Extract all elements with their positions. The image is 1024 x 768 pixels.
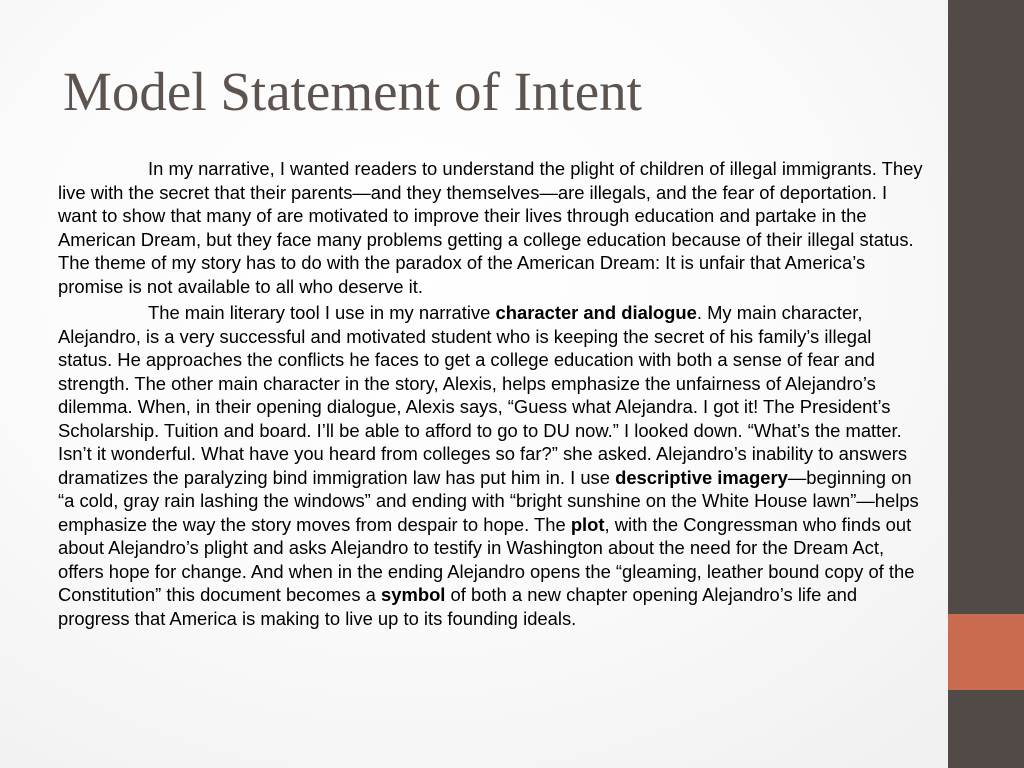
- paragraph-1: [58, 157, 930, 298]
- paragraph-2: [58, 301, 930, 630]
- slide-body: [58, 157, 930, 633]
- slide-title: Model Statement of Intent: [63, 61, 642, 122]
- paragraph-2-part-2: . My main character, Alejandro, is a very successful and motivated student who is keeping the secret of his family’s illegal status. He approaches the conflicts he faces to get a college education with both a sense of fear and strength. The other main character in the story, Alexis, helps emphasize the unfairness of Alejandro’s dilemma. When, in their opening dialogue, Alexis says, “Guess what Alejandra. I got it! The President’s Scholarship. Tuition and board. I’ll be able to afford to go to DU now.” I looked down. “What’s the matter. Isn’t it wonderful. What have you heard from colleges so far?” she asked. Alejandro’s inability to answers dramatizes the paralyzing bind immigration law has put him in. I use: [58, 302, 908, 488]
- term-descriptive-imagery: descriptive imagery: [615, 466, 788, 488]
- paragraph-2-part-4: , with the Congressman who finds out about Alejandro’s plight and asks Alejandro to testify in Washington about the need for the Dream Act, offers hope for change. And when in the ending Alejandro opens the “gleaming, leather bound copy of the Constitution” this document becomes a: [58, 513, 915, 605]
- paragraph-2-part-3: —beginning on “a cold, gray rain lashing the windows” and ending with “bright sunshine on the White House lawn”—helps emphasize the way the story moves from despair to hope. The: [58, 466, 919, 535]
- term-plot: plot: [570, 513, 605, 535]
- paragraph-1-text: In my narrative, I wanted readers to understand the plight of children of illegal immigrants. They live with the secret that their parents—and they themselves—are illegals, and the fear of deportation. I want to show that many of are motivated to improve their lives through education and partake in the American Dream, but they face many problems getting a college education because of their illegal status. The theme of my story has to do with the paradox of the American Dream: It is unfair that America’s promise is not available to all who deserve it.: [58, 158, 923, 297]
- term-character-and-dialogue: character and dialogue: [495, 302, 697, 323]
- sidebar-accent-block: [948, 614, 1024, 690]
- paragraph-2-part-1: The main literary tool I use in my narrative: [148, 302, 496, 323]
- term-symbol: symbol: [381, 584, 446, 605]
- paragraph-2-part-5: of both a new chapter opening Alejandro’s life and progress that America is making to live up to its founding ideals.: [58, 584, 858, 629]
